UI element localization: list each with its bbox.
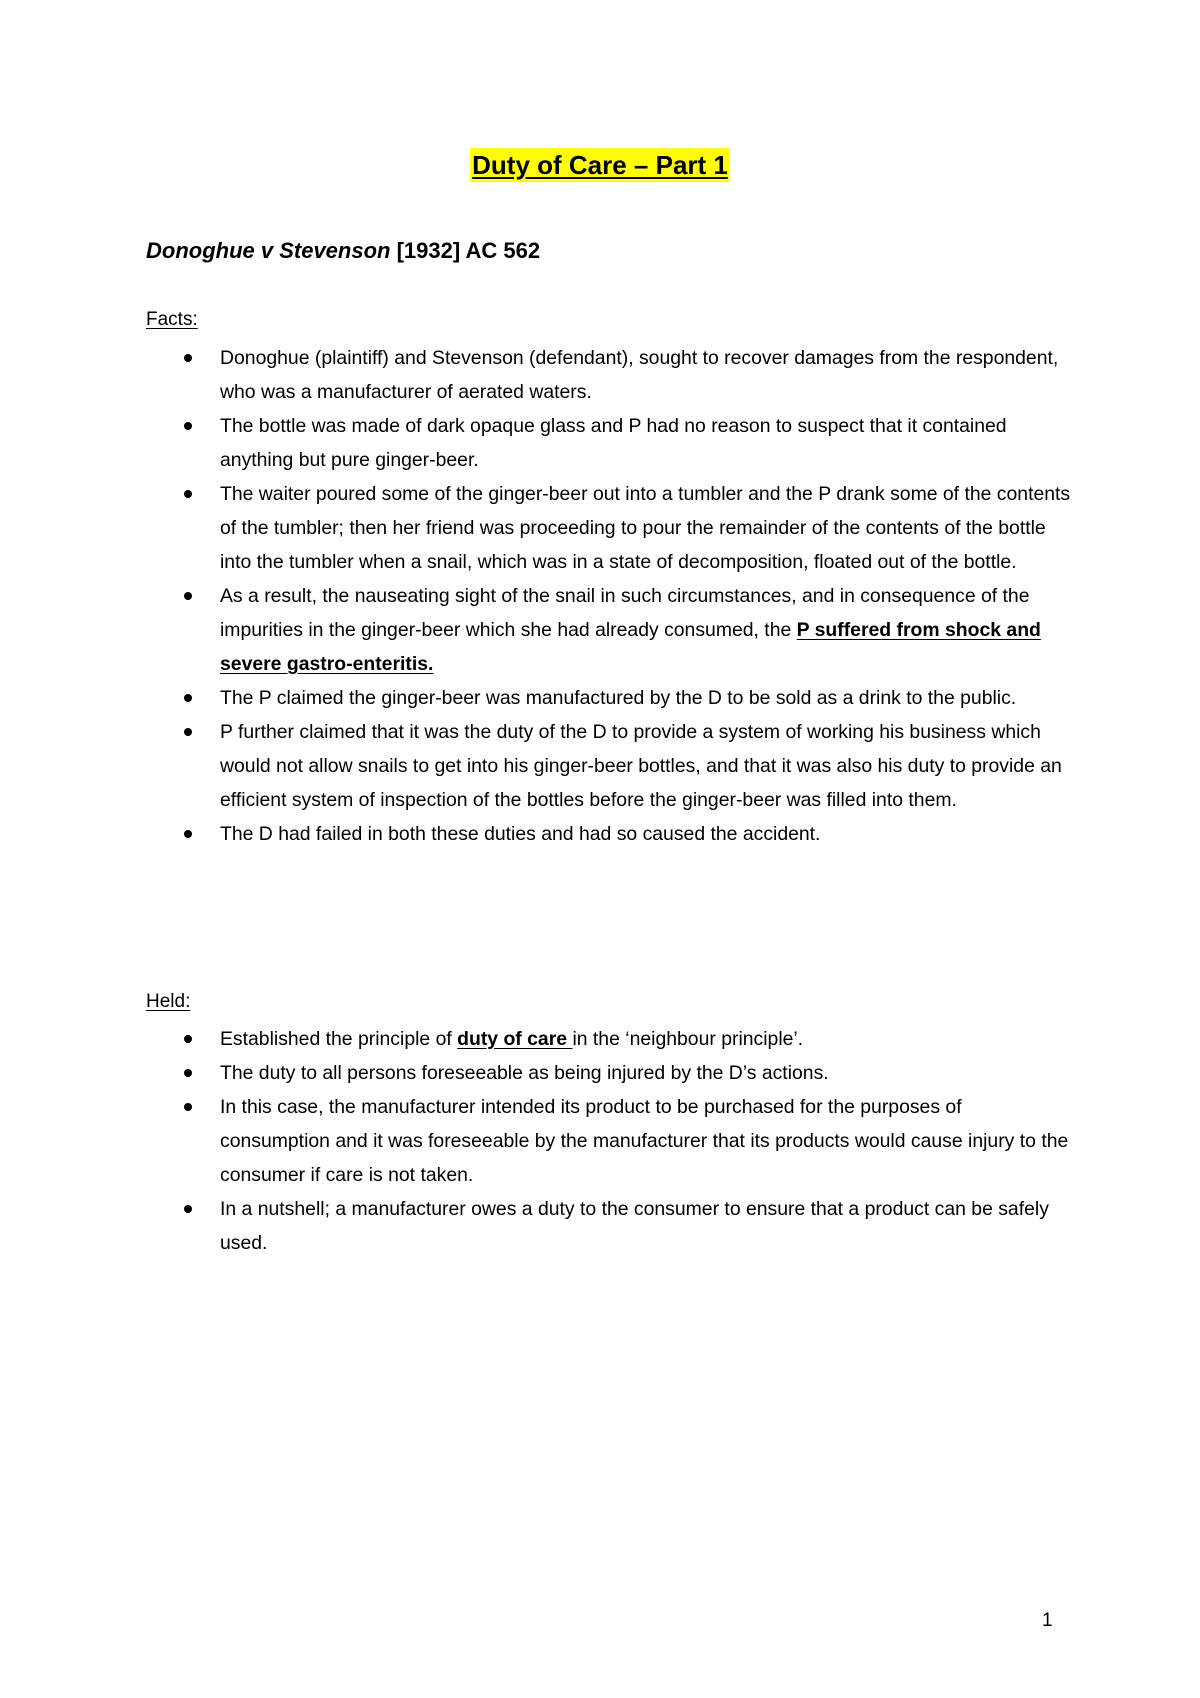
bullet-icon <box>184 830 192 838</box>
bullet-icon <box>184 490 192 498</box>
facts-item <box>146 817 1076 851</box>
facts-item <box>146 409 1076 477</box>
case-citation: [1932] AC 562 <box>390 238 541 263</box>
facts-item <box>146 579 1076 681</box>
held-label: Held: <box>146 991 191 1012</box>
document-title: Duty of Care – Part 1 <box>472 150 728 180</box>
facts-item-text: The D had failed in both these duties and had so caused the accident. <box>220 823 821 845</box>
held-item-text: In a nutshell; a manufacturer owes a duty to the consumer to ensure that a product can be safely used. <box>220 1198 1049 1254</box>
held-item <box>146 1090 1076 1192</box>
facts-item-emphasis: P suffered from shock and severe gastro-enteritis. <box>220 619 1041 675</box>
facts-item-text: The waiter poured some of the ginger-beer out into a tumbler and the P drank some of the contents of the tumbler; then her friend was proceeding to pour the remainder of the contents of the bottle into the tumbler when a snail, which was in a state of decomposition, floated out of the bottle. <box>220 483 1071 573</box>
bullet-icon <box>184 728 192 736</box>
case-name: Donoghue v Stevenson <box>146 238 391 263</box>
bullet-icon <box>184 1069 192 1077</box>
held-item <box>146 1192 1076 1260</box>
held-item-text: The duty to all persons foreseeable as being injured by the D’s actions. <box>220 1062 829 1084</box>
bullet-icon <box>184 1103 192 1111</box>
bullet-icon <box>184 1205 192 1213</box>
bullet-icon <box>184 422 192 430</box>
facts-item-text: As a result, the nauseating sight of the snail in such circumstances, and in consequence of the impurities in the ginger-beer which she had already consumed, the <box>220 585 1030 641</box>
facts-label: Facts: <box>146 309 198 330</box>
facts-item-text: The P claimed the ginger-beer was manufactured by the D to be sold as a drink to the public. <box>220 687 1017 709</box>
facts-list <box>146 341 1076 851</box>
held-list <box>146 1022 1076 1260</box>
facts-item <box>146 341 1076 409</box>
held-item <box>146 1056 1076 1090</box>
facts-item <box>146 477 1076 579</box>
facts-item-text: The bottle was made of dark opaque glass and P had no reason to suspect that it contained anything but pure ginger-beer. <box>220 415 1007 471</box>
page-number: 1 <box>1042 1610 1053 1631</box>
facts-item-text: P further claimed that it was the duty of the D to provide a system of working his business which would not allow snails to get into his ginger-beer bottles, and that it was also his duty to provide an efficient system of inspection of the bottles before the ginger-beer was filled into them. <box>220 721 1062 811</box>
facts-item <box>146 681 1076 715</box>
facts-item-text: Donoghue (plaintiff) and Stevenson (defendant), sought to recover damages from the respondent, who was a manufacturer of aerated waters. <box>220 347 1059 403</box>
held-item-text-after: in the ‘neighbour principle’. <box>572 1028 804 1050</box>
bullet-icon <box>184 592 192 600</box>
bullet-icon <box>184 1035 192 1043</box>
case-heading <box>146 236 540 266</box>
held-item-emphasis: duty of care <box>457 1028 573 1050</box>
held-item-text: Established the principle of <box>220 1028 458 1050</box>
bullet-icon <box>184 694 192 702</box>
held-item <box>146 1022 1076 1056</box>
facts-item <box>146 715 1076 817</box>
bullet-icon <box>184 354 192 362</box>
title-container <box>0 148 1200 182</box>
held-item-text: In this case, the manufacturer intended its product to be purchased for the purposes of consumption and it was foreseeable by the manufacturer that its products would cause injury to the consumer if care is not taken. <box>220 1096 1069 1186</box>
